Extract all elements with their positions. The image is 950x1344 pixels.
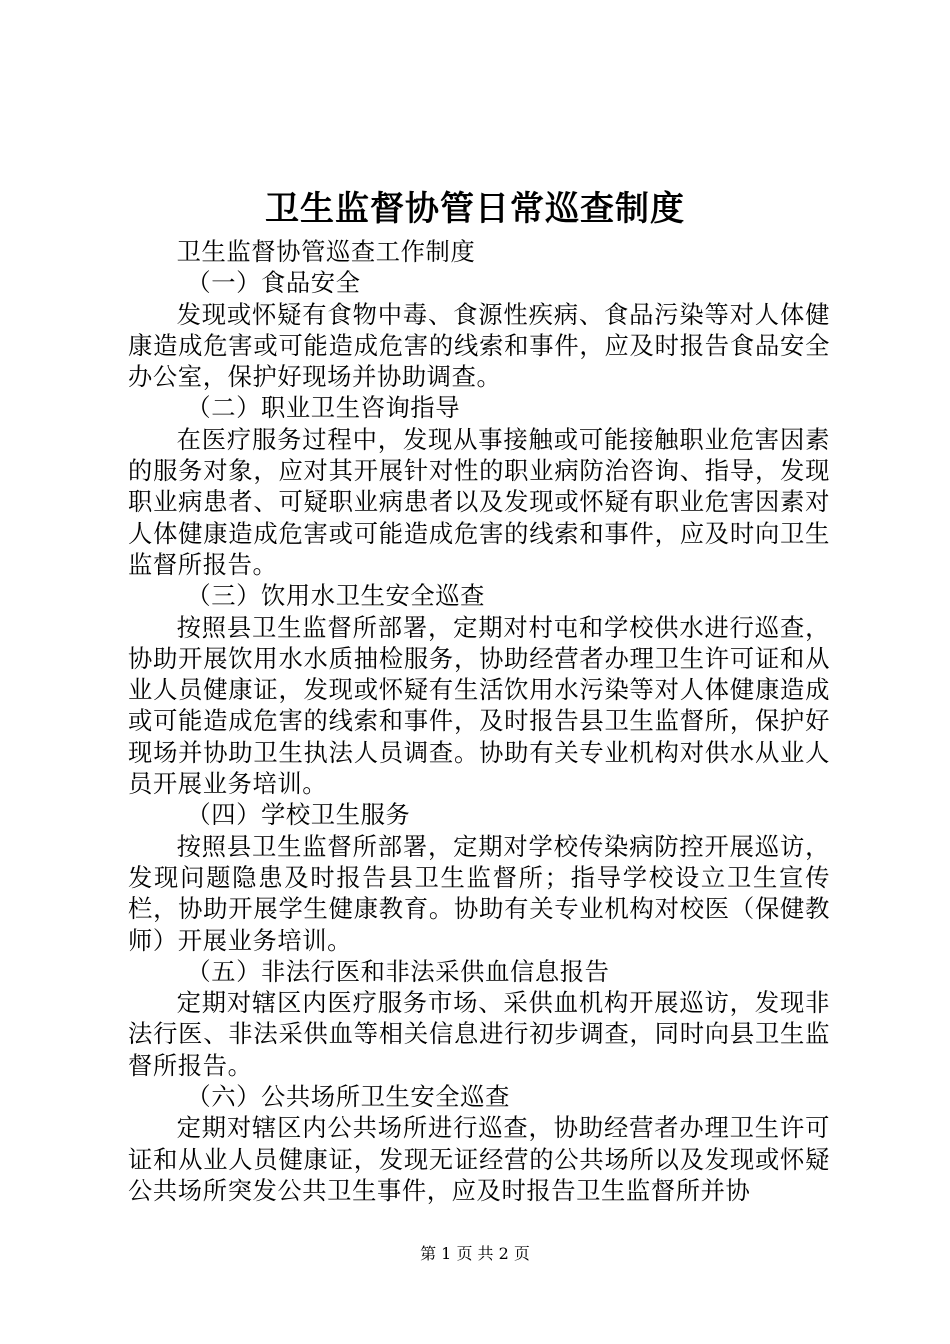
section-text-school-health: 按照县卫生监督所部署，定期对学校传染病防控开展巡访，发现问题隐患及时报告县卫生监督所；指导学校设立卫生宣传栏，协助开展学生健康教育。协助有关专业机构对校医（保健教师）开展业务培训。 <box>128 831 830 955</box>
section-heading-occupational-health: （二）职业卫生咨询指导 <box>186 393 461 423</box>
section-heading-public-places: （六）公共场所卫生安全巡查 <box>186 1082 510 1112</box>
section-text-occupational-health: 在医疗服务过程中，发现从事接触或可能接触职业危害因素的服务对象，应对其开展针对性的职业病防治咨询、指导，发现职业病患者、可疑职业病患者以及发现或怀疑有职业危害因素对人体健康造成危害或可能造成危害的线索和事件，应及时向卫生监督所报告。 <box>128 424 830 579</box>
document-title: 卫生监督协管日常巡查制度 <box>265 189 685 229</box>
section-heading-school-health: （四）学校卫生服务 <box>186 800 411 830</box>
section-heading-drinking-water: （三）饮用水卫生安全巡查 <box>186 581 486 611</box>
document-body <box>128 236 830 1206</box>
document-subtitle: 卫生监督协管巡查工作制度 <box>176 237 476 266</box>
section-heading-food-safety: （一）食品安全 <box>186 268 361 298</box>
page-footer: 第 1 页 共 2 页 <box>420 1244 530 1263</box>
section-text-drinking-water: 按照县卫生监督所部署，定期对村屯和学校供水进行巡查，协助开展饮用水水质抽检服务，协助经营者办理卫生许可证和从业人员健康证，发现或怀疑有生活饮用水污染等对人体健康造成或可能造成危害的线索和事件，及时报告县卫生监督所，保护好现场并协助卫生执法人员调查。协助有关专业机构对供水从业人员开展业务培训。 <box>128 612 830 799</box>
section-text-illegal-practice: 定期对辖区内医疗服务市场、采供血机构开展巡访，发现非法行医、非法采供血等相关信息进行初步调查，同时向县卫生监督所报告。 <box>128 988 830 1080</box>
section-text-food-safety: 发现或怀疑有食物中毒、食源性疾病、食品污染等对人体健康造成危害或可能造成危害的线索和事件，应及时报告食品安全办公室，保护好现场并协助调查。 <box>128 299 830 392</box>
section-text-public-places: 定期对辖区内公共场所进行巡查，协助经营者办理卫生许可证和从业人员健康证，发现无证经营的公共场所以及发现或怀疑公共场所突发公共卫生事件，应及时报告卫生监督所并协 <box>128 1113 830 1205</box>
section-heading-illegal-practice: （五）非法行医和非法采供血信息报告 <box>186 956 610 986</box>
